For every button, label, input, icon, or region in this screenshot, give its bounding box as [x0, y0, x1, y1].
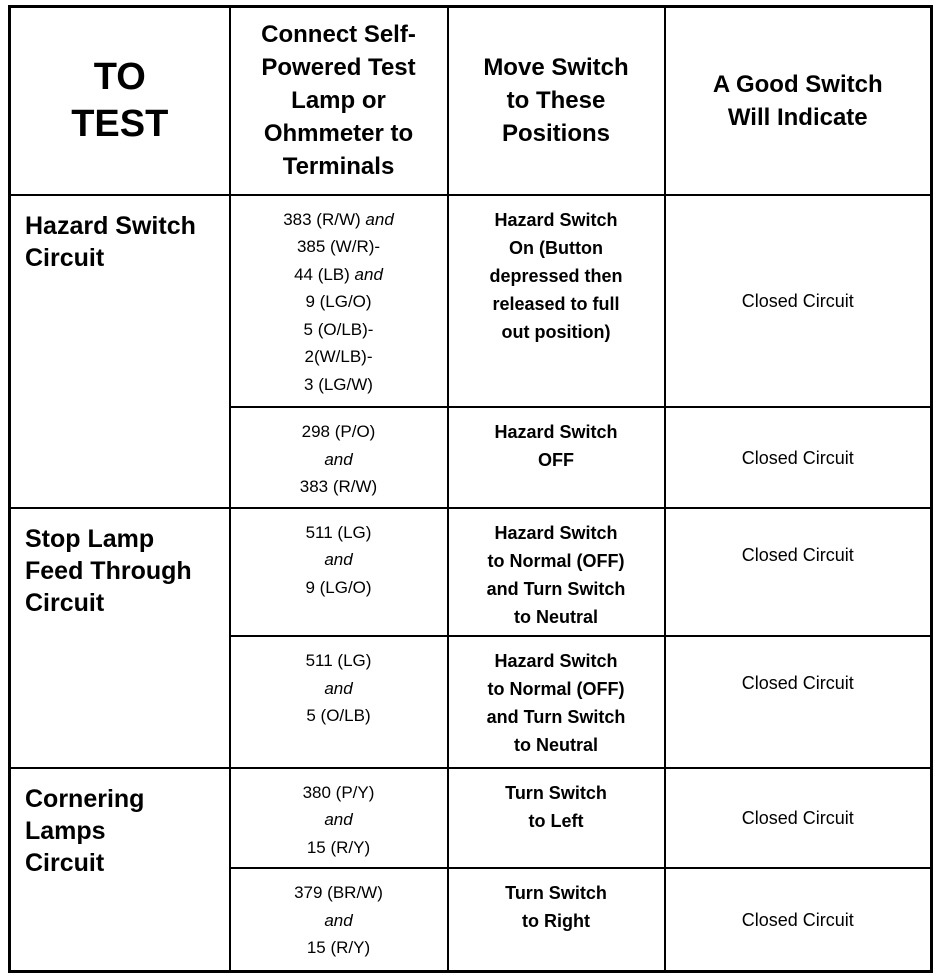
- terminal-value: 5 (O/LB): [306, 706, 371, 726]
- terminal-line: [231, 371, 447, 399]
- terminals-cell: [230, 868, 448, 971]
- circuit-line: Circuit: [25, 243, 105, 272]
- terminal-value: 2(W/LB)-: [304, 347, 373, 366]
- table-row: [10, 768, 932, 868]
- terminal-line: [231, 702, 447, 730]
- circuit-line: Feed Through: [25, 556, 192, 585]
- position-line: to Neutral: [513, 735, 598, 756]
- header-line: Lamp or: [291, 87, 386, 115]
- position-line: Hazard Switch: [494, 422, 618, 443]
- header-switch-positions: [448, 7, 665, 195]
- header-line: Will Indicate: [727, 103, 868, 131]
- switch-test-table: [8, 5, 933, 973]
- result-cell: Closed Circuit: [665, 636, 932, 768]
- terminal-value: 379 (BR/W): [294, 883, 383, 903]
- terminal-line: [231, 446, 447, 474]
- positions-cell: [448, 636, 665, 768]
- position-line: out position): [501, 321, 611, 342]
- position-line: to Normal (OFF): [487, 550, 625, 571]
- terminals-cell: [230, 407, 448, 507]
- terminal-line: [231, 288, 447, 316]
- header-connect-terminals: [230, 7, 448, 195]
- positions-cell: [448, 768, 665, 868]
- position-line: Hazard Switch: [494, 651, 618, 672]
- result-cell: Closed Circuit: [665, 195, 932, 408]
- result-cell: Closed Circuit: [665, 868, 932, 971]
- positions-cell: [448, 195, 665, 408]
- circuit-cornering-lamps: [10, 768, 230, 972]
- position-line: released to full: [492, 293, 620, 314]
- position-line: to Left: [528, 810, 584, 831]
- terminal-value: 383 (R/W): [299, 477, 378, 497]
- circuit-line: Hazard Switch: [25, 211, 196, 240]
- positions-cell: [448, 407, 665, 507]
- terminal-line: [231, 316, 447, 344]
- header-line: Connect Self-: [261, 21, 416, 49]
- header-line: TO: [93, 55, 146, 98]
- positions-cell: [448, 508, 665, 636]
- result-cell: Closed Circuit: [665, 508, 932, 636]
- position-line: and Turn Switch: [486, 707, 626, 728]
- terminal-line: [231, 675, 447, 703]
- terminal-line: [231, 647, 447, 675]
- header-good-switch: [665, 7, 932, 195]
- position-line: Hazard Switch: [494, 209, 618, 230]
- terminals-cell: [230, 508, 448, 636]
- terminal-value: 380 (P/Y): [302, 782, 375, 802]
- header-line: Terminals: [282, 153, 395, 181]
- circuit-stop-lamp: [10, 508, 230, 768]
- header-line: Powered Test: [261, 54, 416, 82]
- terminal-line: [231, 879, 447, 907]
- terminal-value: 5 (O/LB)-: [303, 319, 374, 339]
- terminal-line: [231, 418, 447, 446]
- terminal-line: [231, 206, 447, 234]
- position-line: Turn Switch: [505, 883, 607, 904]
- terminals-cell: [230, 768, 448, 868]
- circuit-hazard-switch: [10, 195, 230, 508]
- terminal-line: [231, 934, 447, 962]
- table-row: [10, 195, 932, 408]
- terminal-line: [231, 834, 447, 862]
- terminal-value: 44 (LB): [294, 264, 350, 284]
- terminals-cell: [230, 636, 448, 768]
- and-word: and: [354, 264, 383, 284]
- terminal-value: 511 (LG): [305, 522, 372, 542]
- terminal-line: [231, 233, 447, 261]
- terminal-line: [231, 806, 447, 834]
- circuit-line: Cornering: [25, 784, 145, 813]
- position-line: depressed then: [489, 265, 623, 286]
- result-cell: Closed Circuit: [665, 768, 932, 868]
- position-line: to Right: [522, 911, 590, 932]
- circuit-line: Circuit: [25, 588, 105, 617]
- circuit-line: Lamps: [25, 816, 106, 845]
- and-word: and: [324, 678, 353, 698]
- circuit-line: Circuit: [25, 848, 105, 877]
- result-cell: Closed Circuit: [665, 407, 932, 507]
- header-line: Move Switch: [483, 54, 629, 82]
- position-line: and Turn Switch: [486, 578, 626, 599]
- header-row: [10, 7, 932, 195]
- position-line: Hazard Switch: [494, 522, 618, 543]
- header-line: Ohmmeter to: [263, 120, 414, 148]
- terminal-value: 298 (P/O): [301, 422, 376, 442]
- header-line: A Good Switch: [712, 70, 883, 98]
- terminal-line: [231, 907, 447, 935]
- terminal-value: 383 (R/W): [283, 209, 361, 229]
- terminal-value: 9 (LG/O): [305, 577, 372, 597]
- positions-cell: [448, 868, 665, 971]
- header-line: TEST: [71, 102, 169, 145]
- position-line: to Normal (OFF): [487, 679, 625, 700]
- terminal-line: [231, 574, 447, 602]
- terminal-value: 385 (W/R)-: [296, 237, 381, 256]
- and-word: and: [324, 449, 353, 469]
- terminal-value: 3 (LG/W): [304, 374, 373, 394]
- and-word: and: [324, 550, 353, 570]
- terminals-cell: [230, 195, 448, 408]
- and-word: and: [365, 209, 394, 229]
- terminal-line: [231, 473, 447, 501]
- position-line: OFF: [538, 450, 574, 471]
- terminal-line: [231, 519, 447, 547]
- header-to-test: [10, 7, 230, 195]
- terminal-line: [231, 546, 447, 574]
- header-line: to These: [506, 87, 606, 115]
- and-word: and: [324, 810, 353, 830]
- terminal-value: 15 (R/Y): [306, 938, 371, 958]
- terminal-line: [231, 343, 447, 371]
- circuit-line: Stop Lamp: [25, 524, 155, 553]
- position-line: On (Button: [509, 237, 603, 258]
- and-word: and: [324, 910, 353, 930]
- terminal-value: 15 (R/Y): [306, 837, 371, 857]
- terminal-value: 511 (LG): [305, 651, 372, 671]
- position-line: to Neutral: [513, 606, 598, 627]
- terminal-value: 9 (LG/O): [305, 292, 372, 311]
- position-line: Turn Switch: [505, 782, 607, 803]
- header-line: Positions: [501, 120, 610, 148]
- terminal-line: [231, 261, 447, 289]
- terminal-line: [231, 779, 447, 807]
- table-row: [10, 508, 932, 636]
